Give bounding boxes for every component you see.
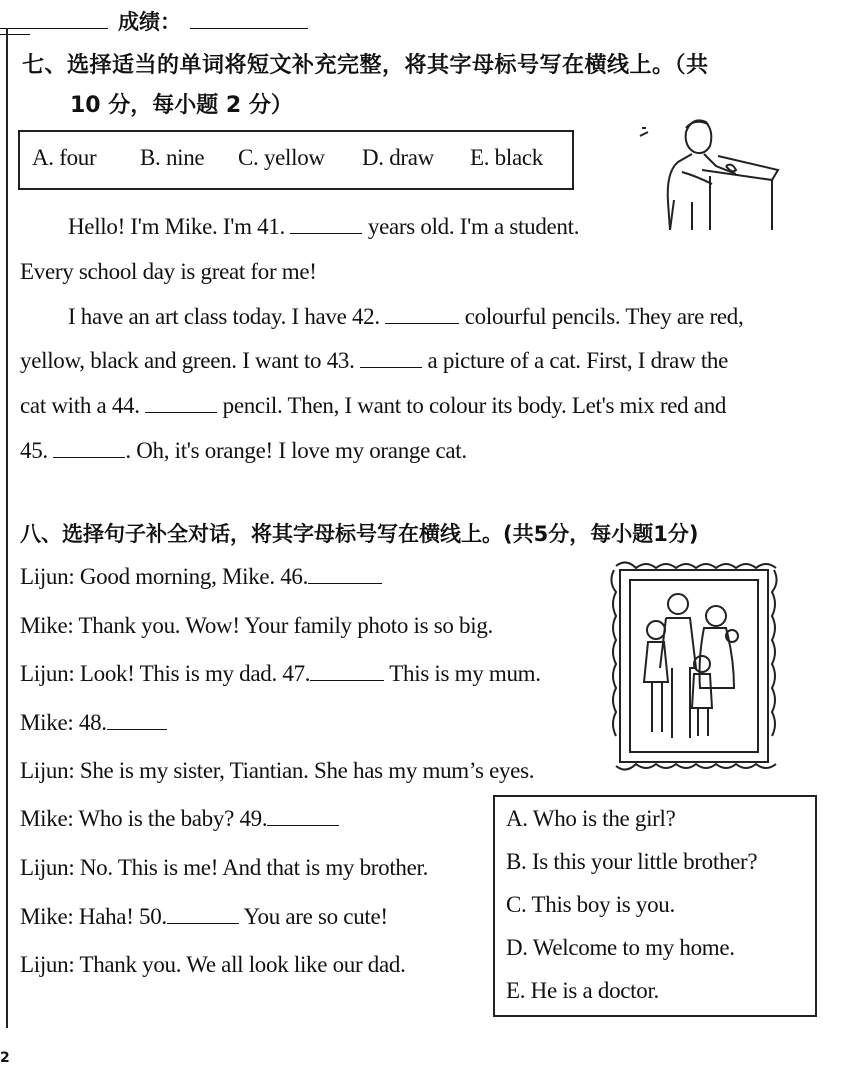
word-option-c: C. yellow <box>238 145 325 170</box>
section7-title-line1: 七、选择适当的单词将短文补充完整，将其字母标号写在横线上。（共 <box>22 53 709 78</box>
passage-line5 <box>20 393 726 419</box>
passage-p4-b: a picture of a cat. First, I draw the <box>427 348 729 373</box>
sentence-option-e: E. He is a doctor. <box>506 978 660 1003</box>
blank-46[interactable] <box>308 565 382 584</box>
blank-45[interactable] <box>53 439 125 458</box>
sentence-option-d: D. Welcome to my home. <box>506 935 735 960</box>
dialogue-line-49 <box>20 806 339 832</box>
dialogue-text: Lijun: Good morning, Mike. 46. <box>20 564 309 589</box>
page-number: 2 <box>0 1050 10 1066</box>
word-option-b: B. nine <box>140 145 205 170</box>
blank-50[interactable] <box>167 905 239 924</box>
score-blank[interactable] <box>190 28 308 29</box>
dialogue-line-46 <box>20 564 382 590</box>
word-option-e: E. black <box>470 145 543 170</box>
passage-p1-b: years old. I'm a student. <box>367 214 580 239</box>
passage-p1-a: Hello! I'm Mike. I'm 41. <box>68 214 285 239</box>
passage-line1 <box>68 214 579 240</box>
top-rule <box>0 34 30 35</box>
blank-43[interactable] <box>360 349 422 368</box>
blank-41[interactable] <box>290 215 362 234</box>
dialogue-text: Mike: Who is the baby? 49. <box>20 806 268 831</box>
boy-drawing-illustration <box>634 112 784 232</box>
dialogue-line-7: Lijun: No. This is me! And that is my brother. <box>20 855 429 880</box>
blank-44[interactable] <box>145 394 217 413</box>
dialogue-line-2: Mike: Thank you. Wow! Your family photo is so big. <box>20 613 493 638</box>
dialogue-text: Mike: Haha! 50. <box>20 904 167 929</box>
blank-49[interactable] <box>267 807 339 826</box>
passage-p6-b: . Oh, it's orange! I love my orange cat. <box>125 438 467 463</box>
passage-p6-a: 45. <box>20 438 48 463</box>
blank-48[interactable] <box>107 711 167 730</box>
section8-title: 八、选择句子补全对话，将其字母标号写在横线上。(共5分，每小题1分) <box>20 522 699 546</box>
dialogue-text: Lijun: Look! This is my dad. 47. <box>20 661 311 686</box>
passage-line2: Every school day is great for me! <box>20 259 317 284</box>
passage-p3-b: colourful pencils. They are red, <box>464 304 744 329</box>
dialogue-line-47 <box>20 661 541 687</box>
blank-47[interactable] <box>310 662 384 681</box>
passage-line6 <box>20 438 467 464</box>
dialogue-line-5: Lijun: She is my sister, Tiantian. She has my mum’s eyes. <box>20 758 535 783</box>
sentence-option-c: C. This boy is you. <box>506 892 675 917</box>
blank-42[interactable] <box>385 305 459 324</box>
sentence-option-b: B. Is this your little brother? <box>506 849 758 874</box>
dialogue-line-9: Lijun: Thank you. We all look like our dad. <box>20 952 406 977</box>
sentence-option-a: A. Who is the girl? <box>506 806 676 831</box>
passage-p5-a: cat with a 44. <box>20 393 140 418</box>
passage-p5-b: pencil. Then, I want to colour its body. Let's mix red and <box>222 393 727 418</box>
score-label: 成绩： <box>118 10 181 34</box>
section7-title-line2: 10 分，每小题 2 分） <box>70 93 293 118</box>
dialogue-text-after: You are so cute! <box>243 904 388 929</box>
dialogue-text: Mike: 48. <box>20 710 107 735</box>
passage-line3 <box>68 304 743 330</box>
dialogue-line-50 <box>20 904 388 930</box>
passage-line4 <box>20 348 728 374</box>
margin-line <box>6 28 8 1028</box>
word-option-a: A. four <box>32 145 97 170</box>
passage-p4-a: yellow, black and green. I want to 43. <box>20 348 355 373</box>
family-photo-illustration <box>606 556 782 776</box>
dialogue-line-48 <box>20 710 167 736</box>
word-option-d: D. draw <box>362 145 434 170</box>
name-blank[interactable] <box>0 28 108 29</box>
passage-p3-a: I have an art class today. I have 42. <box>68 304 380 329</box>
dialogue-text-after: This is my mum. <box>389 661 541 686</box>
